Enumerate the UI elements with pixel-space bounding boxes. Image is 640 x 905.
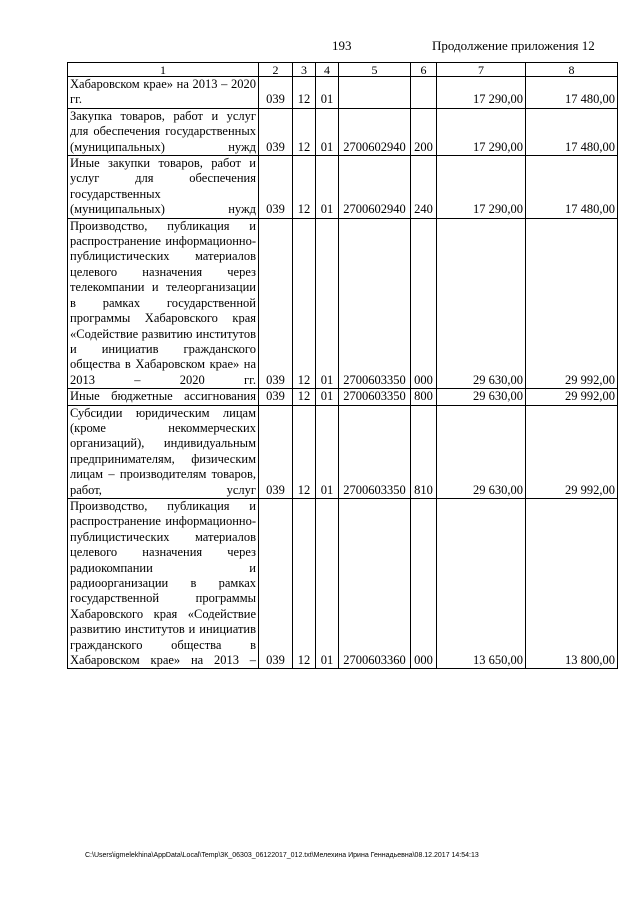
ministry-code: 039: [259, 218, 293, 388]
table-row: [68, 77, 618, 109]
target-article: [339, 77, 411, 109]
page-number: 193: [332, 38, 352, 53]
row-name: Субсидии юридическим лицам (кроме некоммерческих организаций), индивидуальным предпринимателям, физическим лицам – производителям товаров, работ, услуг: [68, 405, 259, 498]
amount-col7: 29 630,00: [437, 405, 526, 498]
section-code: 12: [293, 498, 316, 668]
section-code: 12: [293, 108, 316, 155]
subsection-code: 01: [316, 405, 339, 498]
target-article: 2700602940: [339, 156, 411, 219]
ministry-code: 039: [259, 405, 293, 498]
amount-col7: 17 290,00: [437, 156, 526, 219]
ministry-code: 039: [259, 156, 293, 219]
expense-type: 000: [411, 498, 437, 668]
expense-type: [411, 77, 437, 109]
column-header: 1: [68, 63, 259, 77]
section-code: 12: [293, 218, 316, 388]
subsection-code: 01: [316, 156, 339, 219]
column-header: 4: [316, 63, 339, 77]
expense-type: 810: [411, 405, 437, 498]
subsection-code: 01: [316, 498, 339, 668]
column-header: 6: [411, 63, 437, 77]
budget-table: [67, 62, 618, 669]
subsection-code: 01: [316, 108, 339, 155]
column-header: 5: [339, 63, 411, 77]
expense-type: 200: [411, 108, 437, 155]
table-row: [68, 405, 618, 498]
ministry-code: 039: [259, 498, 293, 668]
table-row: [68, 156, 618, 219]
section-code: 12: [293, 389, 316, 405]
column-header: 3: [293, 63, 316, 77]
amount-col8: 17 480,00: [526, 108, 618, 155]
amount-col8: 17 480,00: [526, 156, 618, 219]
target-article: 2700603360: [339, 498, 411, 668]
amount-col8: 29 992,00: [526, 389, 618, 405]
section-code: 12: [293, 156, 316, 219]
row-name: Производство, публикация и распространение информационно-публицистических материалов целевого назначения через радиокомпании и радиоорганизации в рамках государственной программы Хабаровского края «Содействие развитию институтов и инициатив гражданского общества в Хабаровском крае» на 2013 –: [68, 498, 259, 668]
amount-col8: 17 480,00: [526, 77, 618, 109]
row-name: Хабаровском крае» на 2013 – 2020 гг.: [68, 77, 259, 109]
row-name: Иные бюджетные ассигнования: [68, 389, 259, 405]
target-article: 2700602940: [339, 108, 411, 155]
column-number-row: [68, 63, 618, 77]
amount-col7: 29 630,00: [437, 389, 526, 405]
ministry-code: 039: [259, 108, 293, 155]
table-row: [68, 389, 618, 405]
amount-col7: 17 290,00: [437, 77, 526, 109]
column-header: 8: [526, 63, 618, 77]
table-row: [68, 218, 618, 388]
subsection-code: 01: [316, 77, 339, 109]
table-row: [68, 108, 618, 155]
target-article: 2700603350: [339, 389, 411, 405]
section-code: 12: [293, 77, 316, 109]
table-row: [68, 498, 618, 668]
ministry-code: 039: [259, 77, 293, 109]
row-name: Иные закупки товаров, работ и услуг для обеспечения государственных (муниципальных) нужд: [68, 156, 259, 219]
subsection-code: 01: [316, 389, 339, 405]
appendix-continuation-label: Продолжение приложения 12: [432, 38, 595, 53]
target-article: 2700603350: [339, 405, 411, 498]
column-header: 7: [437, 63, 526, 77]
amount-col8: 29 992,00: [526, 405, 618, 498]
target-article: 2700603350: [339, 218, 411, 388]
amount-col7: 13 650,00: [437, 498, 526, 668]
expense-type: 240: [411, 156, 437, 219]
column-header: 2: [259, 63, 293, 77]
subsection-code: 01: [316, 218, 339, 388]
ministry-code: 039: [259, 389, 293, 405]
amount-col8: 29 992,00: [526, 218, 618, 388]
expense-type: 800: [411, 389, 437, 405]
section-code: 12: [293, 405, 316, 498]
row-name: Закупка товаров, работ и услуг для обеспечения государственных (муниципальных) нужд: [68, 108, 259, 155]
amount-col7: 17 290,00: [437, 108, 526, 155]
row-name: Производство, публикация и распространение информационно-публицистических материалов целевого назначения через телекомпании и телеорганизации в рамках государственной программы Хабаровского края «Содействие развитию институтов и инициатив гражданского общества в Хабаровском крае» на 2013 – 2020 гг.: [68, 218, 259, 388]
document-path-footer: C:\Users\igmelekhina\AppData\Local\Temp\3К_06303_06122017_012.txt\Мелехина Ирина Геннадьевна\08.12.2017 14:54:13: [85, 852, 479, 859]
amount-col8: 13 800,00: [526, 498, 618, 668]
amount-col7: 29 630,00: [437, 218, 526, 388]
expense-type: 000: [411, 218, 437, 388]
